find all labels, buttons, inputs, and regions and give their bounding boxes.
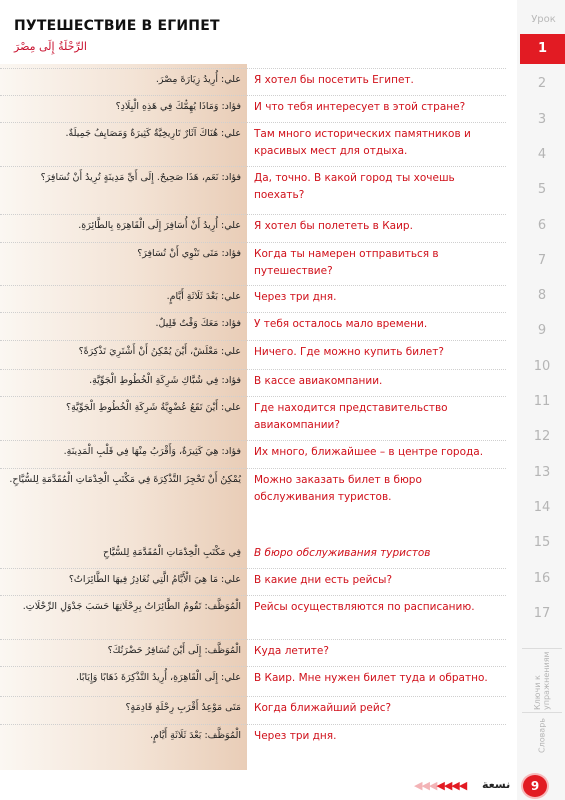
lesson-tab-1[interactable]: 1: [520, 34, 565, 64]
row-separator: [0, 68, 506, 69]
arabic-line: فؤاد: فِي شُبَّاكِ شَرِكَةِ الْخُطُوطِ الْجَوِّيَّةِ.: [89, 375, 241, 386]
arabic-line: فؤاد: نَعَم، هَذَا صَحِيحٌ. إِلَى أَيِّ مَدِينَةٍ تُرِيدُ أَنْ تُسَافِرَ؟: [40, 172, 241, 183]
arabic-line: يُمْكِنُ أَنْ تَحْجِزَ التَّذْكِرَةَ فِي مَكْتَبِ الْخِدْمَاتِ الْمُقَدَّمَةِ لِلسُّيَّاحِ.: [9, 474, 241, 485]
arabic-line: علي: إِلَى الْقَاهِرَةِ، أُرِيدُ التَّذْكِرَةَ ذَهَابًا وَإِيَابًا.: [75, 672, 241, 683]
row-separator: [0, 724, 506, 725]
lesson-tab-13[interactable]: 13: [533, 464, 551, 480]
russian-line: Ничего. Где можно купить билет?: [254, 346, 444, 358]
arabic-title: الرِّحْلَةُ إِلَى مِصْرَ: [14, 40, 87, 53]
lesson-tab-3[interactable]: 3: [537, 111, 547, 127]
section-heading-russian: В бюро обслуживания туристов: [254, 547, 431, 559]
russian-line: У тебя осталось мало времени.: [254, 318, 428, 330]
russian-line: Через три дня.: [254, 291, 337, 303]
lesson-tab-9[interactable]: 9: [537, 323, 547, 339]
lesson-tab-4[interactable]: 4: [537, 146, 547, 162]
tab-answers[interactable]: Ключи к упражнениям: [533, 651, 551, 710]
arabic-line: فؤاد: هِيَ كَثِيرَةٌ، وَأَقْرَبُ مِنْهَا فِي قَلْبِ الْمَدِينَةِ.: [63, 446, 241, 457]
russian-line: Да, точно. В какой город ты хочешь поехать?: [254, 172, 455, 201]
russian-line: В какие дни есть рейсы?: [254, 574, 393, 586]
lesson-tab-6[interactable]: 6: [537, 217, 547, 233]
lesson-tab-10[interactable]: 10: [533, 358, 551, 374]
row-separator: [0, 369, 506, 370]
row-separator: [0, 396, 506, 397]
arabic-line: علي: مَعْلَشْ، أَيْنَ يُمْكِنُ أَنْ أَشْتَرِيَ تَذْكِرَةً؟: [78, 346, 241, 357]
row-separator: [0, 340, 506, 341]
row-separator: [0, 285, 506, 286]
row-separator: [0, 95, 506, 96]
lesson-tab-11[interactable]: 11: [533, 394, 551, 409]
arabic-line: الْمُوَظَّف: تَقُومُ الطَّائِرَاتُ بِرِحْلَاتِهَا حَسَبَ جَدْوَلِ الرِّحْلَاتِ.: [22, 601, 241, 612]
lesson-tab-12[interactable]: 12: [533, 429, 551, 445]
arabic-line: علي: أُرِيدُ أَنْ أُسَافِرَ إِلَى الْقَاهِرَةِ بِالطَّائِرَةِ.: [78, 220, 241, 231]
russian-line: Когда ты намерен отправиться в путешествие?: [254, 248, 439, 277]
arabic-line: علي: أَيْنَ تَقَعُ عُضْوِيَّةُ شَرِكَةِ الْخُطُوطِ الْجَوِّيَّةِ؟: [66, 402, 241, 413]
lesson-tab-5[interactable]: 5: [537, 182, 547, 198]
page-arrows-icon: ◀◀◀◀◀◀◀: [414, 779, 467, 792]
arabic-line: الْمُوَظَّف: إِلَى أَيْنَ تُسَافِرُ حَضْرَتُكَ؟: [107, 645, 241, 656]
tab-divider: [522, 712, 562, 713]
row-separator: [0, 440, 506, 441]
section-heading-arabic: فِي مَكْتَبِ الْخِدْمَاتِ الْمُقَدَّمَةِ لِلسُّيَّاحِ: [102, 547, 241, 558]
arabic-line: علي: بَعْدَ ثَلَاثَةِ أَيَّامٍ.: [166, 291, 241, 302]
arabic-line: فؤاد: مَتَى تَنْوِي أَنْ تُسَافِرَ؟: [137, 248, 241, 259]
lesson-tab-14[interactable]: 14: [533, 499, 551, 515]
russian-line: Их много, ближайшее – в центре города.: [254, 446, 484, 458]
lesson-tab-16[interactable]: 16: [533, 570, 551, 586]
row-separator: [0, 122, 506, 123]
russian-line: Когда ближайший рейс?: [254, 702, 392, 714]
russian-line: Я хотел бы полететь в Каир.: [254, 220, 413, 232]
row-separator: [0, 468, 506, 469]
row-separator: [0, 568, 506, 569]
row-separator: [0, 242, 506, 243]
tab-divider: [522, 648, 562, 649]
russian-line: Где находится представительство авиакомпании?: [254, 402, 448, 431]
row-separator: [0, 639, 506, 640]
page-title: ПУТЕШЕСТВИЕ В ЕГИПЕТ: [14, 18, 220, 34]
arabic-line: علي: هُنَاكَ آثَارٌ تَارِيخِيَّةٌ كَثِيرَةٌ وَمَصَايِفُ جَمِيلَةٌ.: [65, 128, 241, 139]
arabic-line: مَتَى مَوْعِدُ أَقْرَبِ رِحْلَةٍ قَادِمَةٍ؟: [125, 702, 241, 713]
lesson-tab-17[interactable]: 17: [533, 605, 551, 621]
row-separator: [0, 666, 506, 667]
russian-line: Через три дня.: [254, 730, 337, 742]
row-separator: [0, 312, 506, 313]
row-separator: [0, 595, 506, 596]
footer-word: نسعة: [482, 778, 511, 791]
arabic-line: علي: أُرِيدُ زِيَارَةَ مِصْرَ.: [155, 74, 241, 85]
russian-line: В кассе авиакомпании.: [254, 375, 383, 387]
russian-line: Куда летите?: [254, 645, 329, 657]
russian-line: Можно заказать билет в бюро обслуживания туристов.: [254, 474, 422, 503]
arabic-line: فؤاد: مَعَكَ وَقْتٌ قَلِيلٌ.: [155, 318, 241, 329]
row-separator: [0, 214, 506, 215]
russian-line: Там много исторических памятников и красивых мест для отдыха.: [254, 128, 471, 157]
lesson-label: Урок: [531, 14, 556, 25]
tab-dictionary[interactable]: Словарь: [537, 717, 547, 753]
row-separator: [0, 166, 506, 167]
lesson-tab-2[interactable]: 2: [537, 76, 547, 92]
lesson-tab-7[interactable]: 7: [537, 252, 547, 268]
lesson-tab-15[interactable]: 15: [533, 535, 551, 551]
russian-line: В Каир. Мне нужен билет туда и обратно.: [254, 672, 488, 684]
russian-line: Рейсы осуществляются по расписанию.: [254, 601, 475, 613]
russian-line: Я хотел бы посетить Египет.: [254, 74, 414, 86]
russian-line: И что тебя интересует в этой стране?: [254, 101, 466, 113]
arabic-line: علي: مَا هِيَ الْأَيَّامُ الَّتِي تُغَادِرُ فِيهَا الطَّائِرَاتُ؟: [68, 574, 241, 585]
page-number: 9: [523, 775, 547, 797]
arabic-line: الْمُوَظَّف: بَعْدَ ثَلَاثَةِ أَيَّامٍ.: [150, 730, 241, 741]
row-separator: [0, 696, 506, 697]
lesson-tab-8[interactable]: 8: [537, 288, 547, 304]
arabic-line: فؤاد: وَمَاذَا يُهِمُّكَ فِي هَذِهِ الْبِلَادِ؟: [115, 101, 241, 112]
